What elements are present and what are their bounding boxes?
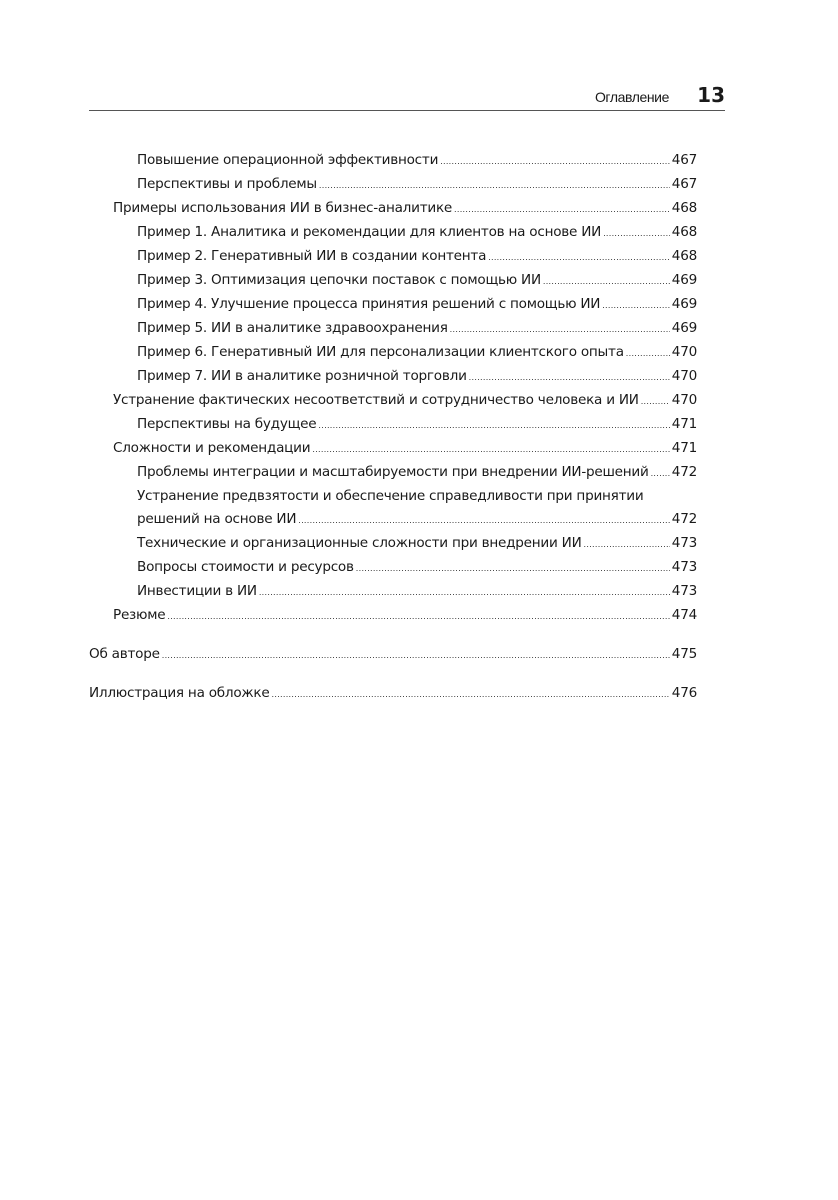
dot-leader	[651, 462, 670, 485]
toc-entry-title: Устранение фактических несоответствий и сотрудничество человека и ИИ	[113, 392, 639, 408]
toc-entry[interactable]	[89, 269, 697, 293]
toc-entry-title: Пример 7. ИИ в аналитике розничной торговли	[137, 368, 467, 384]
toc-entry-title: Пример 3. Оптимизация цепочки поставок с помощью ИИ	[137, 272, 541, 288]
toc-entry-page: 473	[671, 559, 697, 575]
toc-entry-page: 467	[671, 176, 697, 192]
toc-entry[interactable]	[89, 389, 697, 413]
dot-leader	[319, 174, 670, 197]
toc-entry-page: 469	[671, 272, 697, 288]
toc-entry-page: 469	[671, 320, 697, 336]
toc-entry-page: 471	[671, 416, 697, 432]
toc-entry-title: Пример 6. Генеративный ИИ для персонализации клиентского опыта	[137, 344, 624, 360]
toc-entry[interactable]	[89, 461, 697, 485]
toc-entry-page: 471	[671, 440, 697, 456]
toc-entry[interactable]	[89, 604, 697, 628]
dot-leader	[298, 509, 670, 532]
header-rule	[89, 110, 725, 111]
toc-entry[interactable]	[89, 437, 697, 461]
dot-leader	[454, 198, 670, 221]
toc-entry[interactable]	[89, 556, 697, 580]
toc-entry-title: Сложности и рекомендации	[113, 440, 311, 456]
table-of-contents	[89, 149, 697, 706]
toc-entry[interactable]	[89, 197, 697, 221]
dot-leader	[167, 605, 669, 628]
toc-entry-title: Перспективы на будущее	[137, 416, 317, 432]
header-title: Оглавление	[594, 89, 669, 105]
toc-entry-page: 468	[671, 200, 697, 216]
toc-entry[interactable]	[89, 341, 697, 365]
toc-entry-title: Пример 4. Улучшение процесса принятия решений с помощью ИИ	[137, 296, 601, 312]
toc-entry[interactable]	[89, 413, 697, 437]
dot-leader	[469, 366, 670, 389]
toc-entry[interactable]	[89, 173, 697, 197]
toc-entry-page: 472	[671, 511, 697, 527]
toc-entry[interactable]	[89, 221, 697, 245]
dot-leader	[272, 683, 670, 706]
toc-entry[interactable]	[89, 643, 697, 667]
dot-leader	[162, 644, 670, 667]
toc-entry-title: Иллюстрация на обложке	[89, 685, 270, 701]
dot-leader	[641, 390, 670, 413]
dot-leader	[488, 246, 670, 269]
dot-leader	[584, 533, 670, 556]
toc-entry[interactable]	[89, 293, 697, 317]
toc-entry-title-line1: Устранение предвзятости и обеспечение справедливости при принятии	[137, 488, 644, 504]
toc-entry-title: Проблемы интеграции и масштабируемости при внедрении ИИ-решений	[137, 464, 649, 480]
toc-entry-title: Примеры использования ИИ в бизнес-аналитике	[113, 200, 453, 216]
dot-leader	[602, 294, 670, 317]
dot-leader	[312, 438, 669, 461]
toc-entry-page: 470	[671, 392, 697, 408]
toc-entry-title: Повышение операционной эффективности	[137, 152, 439, 168]
toc-entry-page: 470	[671, 368, 697, 384]
toc-entry-title: Пример 1. Аналитика и рекомендации для клиентов на основе ИИ	[137, 224, 602, 240]
header-page-number: 13	[697, 83, 725, 107]
toc-entry[interactable]	[89, 365, 697, 389]
toc-entry-title: Пример 2. Генеративный ИИ в создании контента	[137, 248, 487, 264]
toc-entry-title: Вопросы стоимости и ресурсов	[137, 559, 354, 575]
toc-entry[interactable]	[89, 485, 697, 532]
toc-entry[interactable]	[89, 580, 697, 604]
toc-entry[interactable]	[89, 149, 697, 173]
dot-leader	[259, 581, 670, 604]
toc-entry-title: Перспективы и проблемы	[137, 176, 317, 192]
toc-entry-page: 472	[671, 464, 697, 480]
dot-leader	[318, 414, 669, 437]
toc-entry-page: 469	[671, 296, 697, 312]
toc-entry-page: 476	[671, 685, 697, 701]
toc-entry[interactable]	[89, 682, 697, 706]
running-header	[89, 84, 725, 112]
toc-entry-title: Технические и организационные сложности при внедрении ИИ	[137, 535, 582, 551]
dot-leader	[603, 222, 670, 245]
toc-entry[interactable]	[89, 245, 697, 269]
toc-entry-title: Об авторе	[89, 646, 160, 662]
toc-entry-page: 475	[671, 646, 697, 662]
toc-entry-page: 473	[671, 583, 697, 599]
toc-entry[interactable]	[89, 532, 697, 556]
toc-entry-page: 474	[671, 607, 697, 623]
toc-entry-title: Инвестиции в ИИ	[137, 583, 257, 599]
toc-entry-page: 468	[671, 248, 697, 264]
toc-entry-title: Пример 5. ИИ в аналитике здравоохранения	[137, 320, 448, 336]
dot-leader	[440, 150, 670, 173]
toc-entry-page: 468	[671, 224, 697, 240]
dot-leader	[626, 342, 670, 365]
toc-entry-page: 467	[671, 152, 697, 168]
toc-entry-page: 473	[671, 535, 697, 551]
dot-leader	[543, 270, 670, 293]
toc-entry-page: 470	[671, 344, 697, 360]
dot-leader	[450, 318, 670, 341]
toc-entry[interactable]	[89, 317, 697, 341]
toc-entry-title: решений на основе ИИ	[137, 511, 297, 527]
toc-entry-title: Резюме	[113, 607, 166, 623]
dot-leader	[356, 557, 670, 580]
